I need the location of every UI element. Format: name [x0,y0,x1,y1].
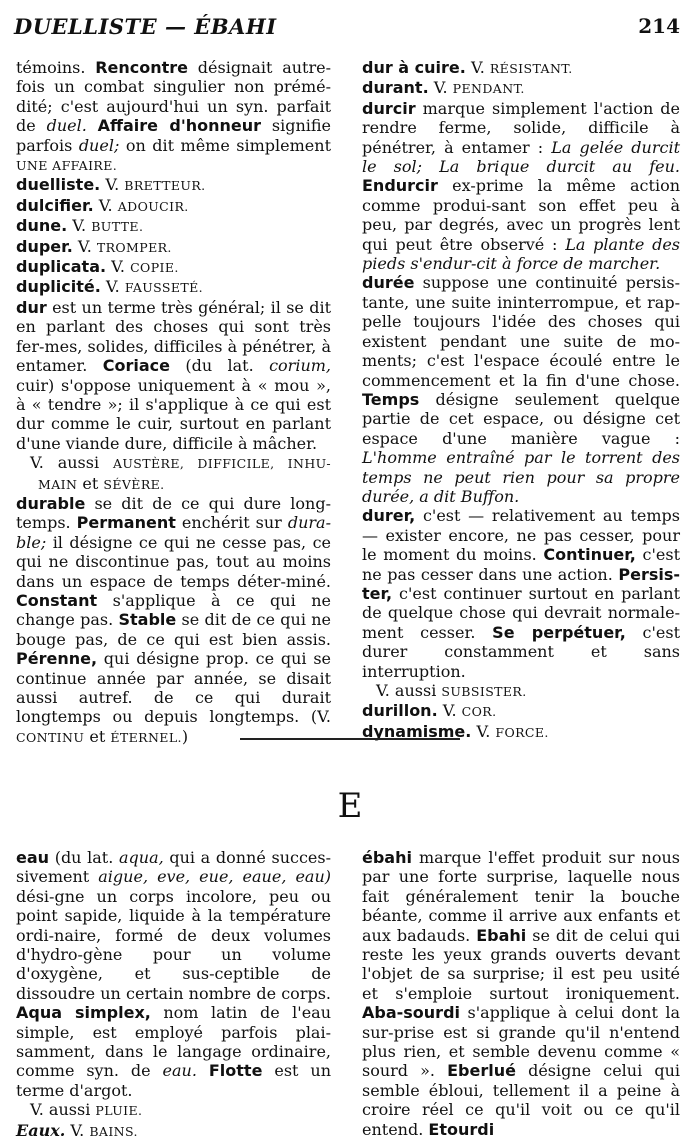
entry-durant: durant. V. PENDANT. [362,78,525,98]
section-divider [240,738,460,740]
entry-eaux: Eaux. V. BAINS. [16,1120,138,1140]
entry-dynamisme: dynamisme. V. FORCE. [362,721,549,741]
entry-duree: durée suppose une continuité persis-tante, une suite ininterrompue, et rap-pelle toujours l'idée des choses qui existent pendant une suite de mo-ments; c'est l'espace écoulé entre le commencement et la fin d'une chose. Temps désigne seulement quelque partie de cet espace, ou désigne cet espace d'une manière vague : L'homme entraîné par le torrent des temps ne peut rien pour sa propre durée, a dit Buffon. [362,273,680,506]
entry-eau: eau (du lat. aqua, qui a donné succes-sivement aigue, eve, eue, eaue, eau) dési-gne un corps incolore, peu ou point sapide, liquide à la température ordi-naire, formé de deux volumes d'hydro-gène pour un volume d'oxygène, et sus-ceptible de dissoudre un certain nombre de corps. Aqua simplex, nom latin de l'eau simple, est employé parfois plai-samment, dans le langage ordinaire, comme syn. de eau. Flotte est un terme d'argot. [16,848,332,1100]
page-header [14,14,680,44]
right-column-bottom [362,848,680,1139]
entry-duel-continued: témoins. Rencontre désignait autre-fois un combat singulier non prémé-dité; c'est aujourd'hui un syn. parfait de duel. Affaire d'honneur signifie parfois duel; on dit même simplement UNE AFFAIRE. [16,58,332,174]
entry-duplicite: duplicité. V. FAUSSETÉ. [16,277,204,297]
entry-dune: dune. V. BUTTE. [16,216,144,236]
page-number: 214 [638,14,680,38]
entry-duplicata: duplicata. V. COPIE. [16,257,179,277]
entry-dur-a-cuire: dur à cuire. V. RÉSISTANT. [362,58,573,77]
entry-durer: durer, c'est — relativement au temps — exister encore, ne pas cesser, pour le moment du moins. Continuer, c'est ne pas cesser dans une action. Persis-ter, c'est continuer surtout en parlant de quelque chose qui devrait normale-ment cesser. Se perpétuer, c'est durer constamment et sans interruption. [362,506,681,681]
entry-dulcifier: dulcifier. V. ADOUCIR. [16,195,189,215]
section-letter: E [337,786,363,826]
entry-durable: durable se dit de ce qui dure long-temps. Permanent enchérit sur dura-ble; il désigne ce qui ne cesse pas, ce qui ne discontinue pas, tout au moins dans un espace de temps déter-miné. Constant s'applique à ce qui ne change pas. Stable se dit de ce qui ne bouge pas, de ce qui est bien assis. Pérenne, qui désigne prop. ce qui se continue année par année, se disait aussi autref. de ce qui durait longtemps ou depuis longtemps. (V. CONTINU et ÉTERNEL.) [16,493,331,746]
entry-ebahi: ébahi marque l'effet produit sur nous par une forte surprise, laquelle nous fait généralement tenir la bouche béante, comme il arrive aux enfants et aux badauds. Ebahi se dit de celui qui reste les yeux grands ouverts devant l'objet de sa surprise; il est peu usité et s'emploie surtout ironiquement. Aba-sourdi s'applique à celui dont la sur-prise est si grande qu'il n'entend plus rien, et semble devenu comme « sourd ». Eberlué désigne celui qui semble ébloui, tellement il a peine à croire réel ce qu'il voit ou ce qu'il entend. Etourdi [362,848,680,1139]
right-column-top [362,58,680,742]
entry-duper: duper. V. TROMPER. [16,236,172,256]
entry-duelliste: duelliste. V. BRETTEUR. [16,175,206,195]
entry-durillon: durillon. V. COR. [362,701,497,721]
left-column-bottom [16,848,331,1141]
entry-eau-see-also: V. aussi PLUIE. [30,1100,143,1120]
left-column-top [16,58,331,747]
running-head: DUELLISTE — ÉBAHI [14,14,277,39]
entry-dur: dur est un terme très général; il se dit en parlant des choses qui sont très fer-mes, solides, difficiles à pénétrer, à entamer. Coriace (du lat. corium, cuir) s'oppose uniquement à « mou », à « tendre »; il s'applique à ce qui est dur comme le cuir, surtout en parlant d'une viande dure, difficile à mâcher. [16,297,331,453]
entry-durer-see-also: V. aussi SUBSISTER. [376,681,527,700]
entry-durcir: durcir marque simplement l'action de rendre ferme, solide, difficile à pénétrer, à entamer : La gelée durcit le sol; La brique durcit au feu. Endurcir ex-prime la même action comme produi-sant son effet peu à peu, par degrés, avec un progrès lent qui peut être observé : La plante des pieds s'endur-cit à force de marcher. [362,98,681,274]
entry-dur-see-also: V. aussi AUSTÈRE, DIFFICILE, INHU-MAIN et SÉVÈRE. [30,453,331,493]
